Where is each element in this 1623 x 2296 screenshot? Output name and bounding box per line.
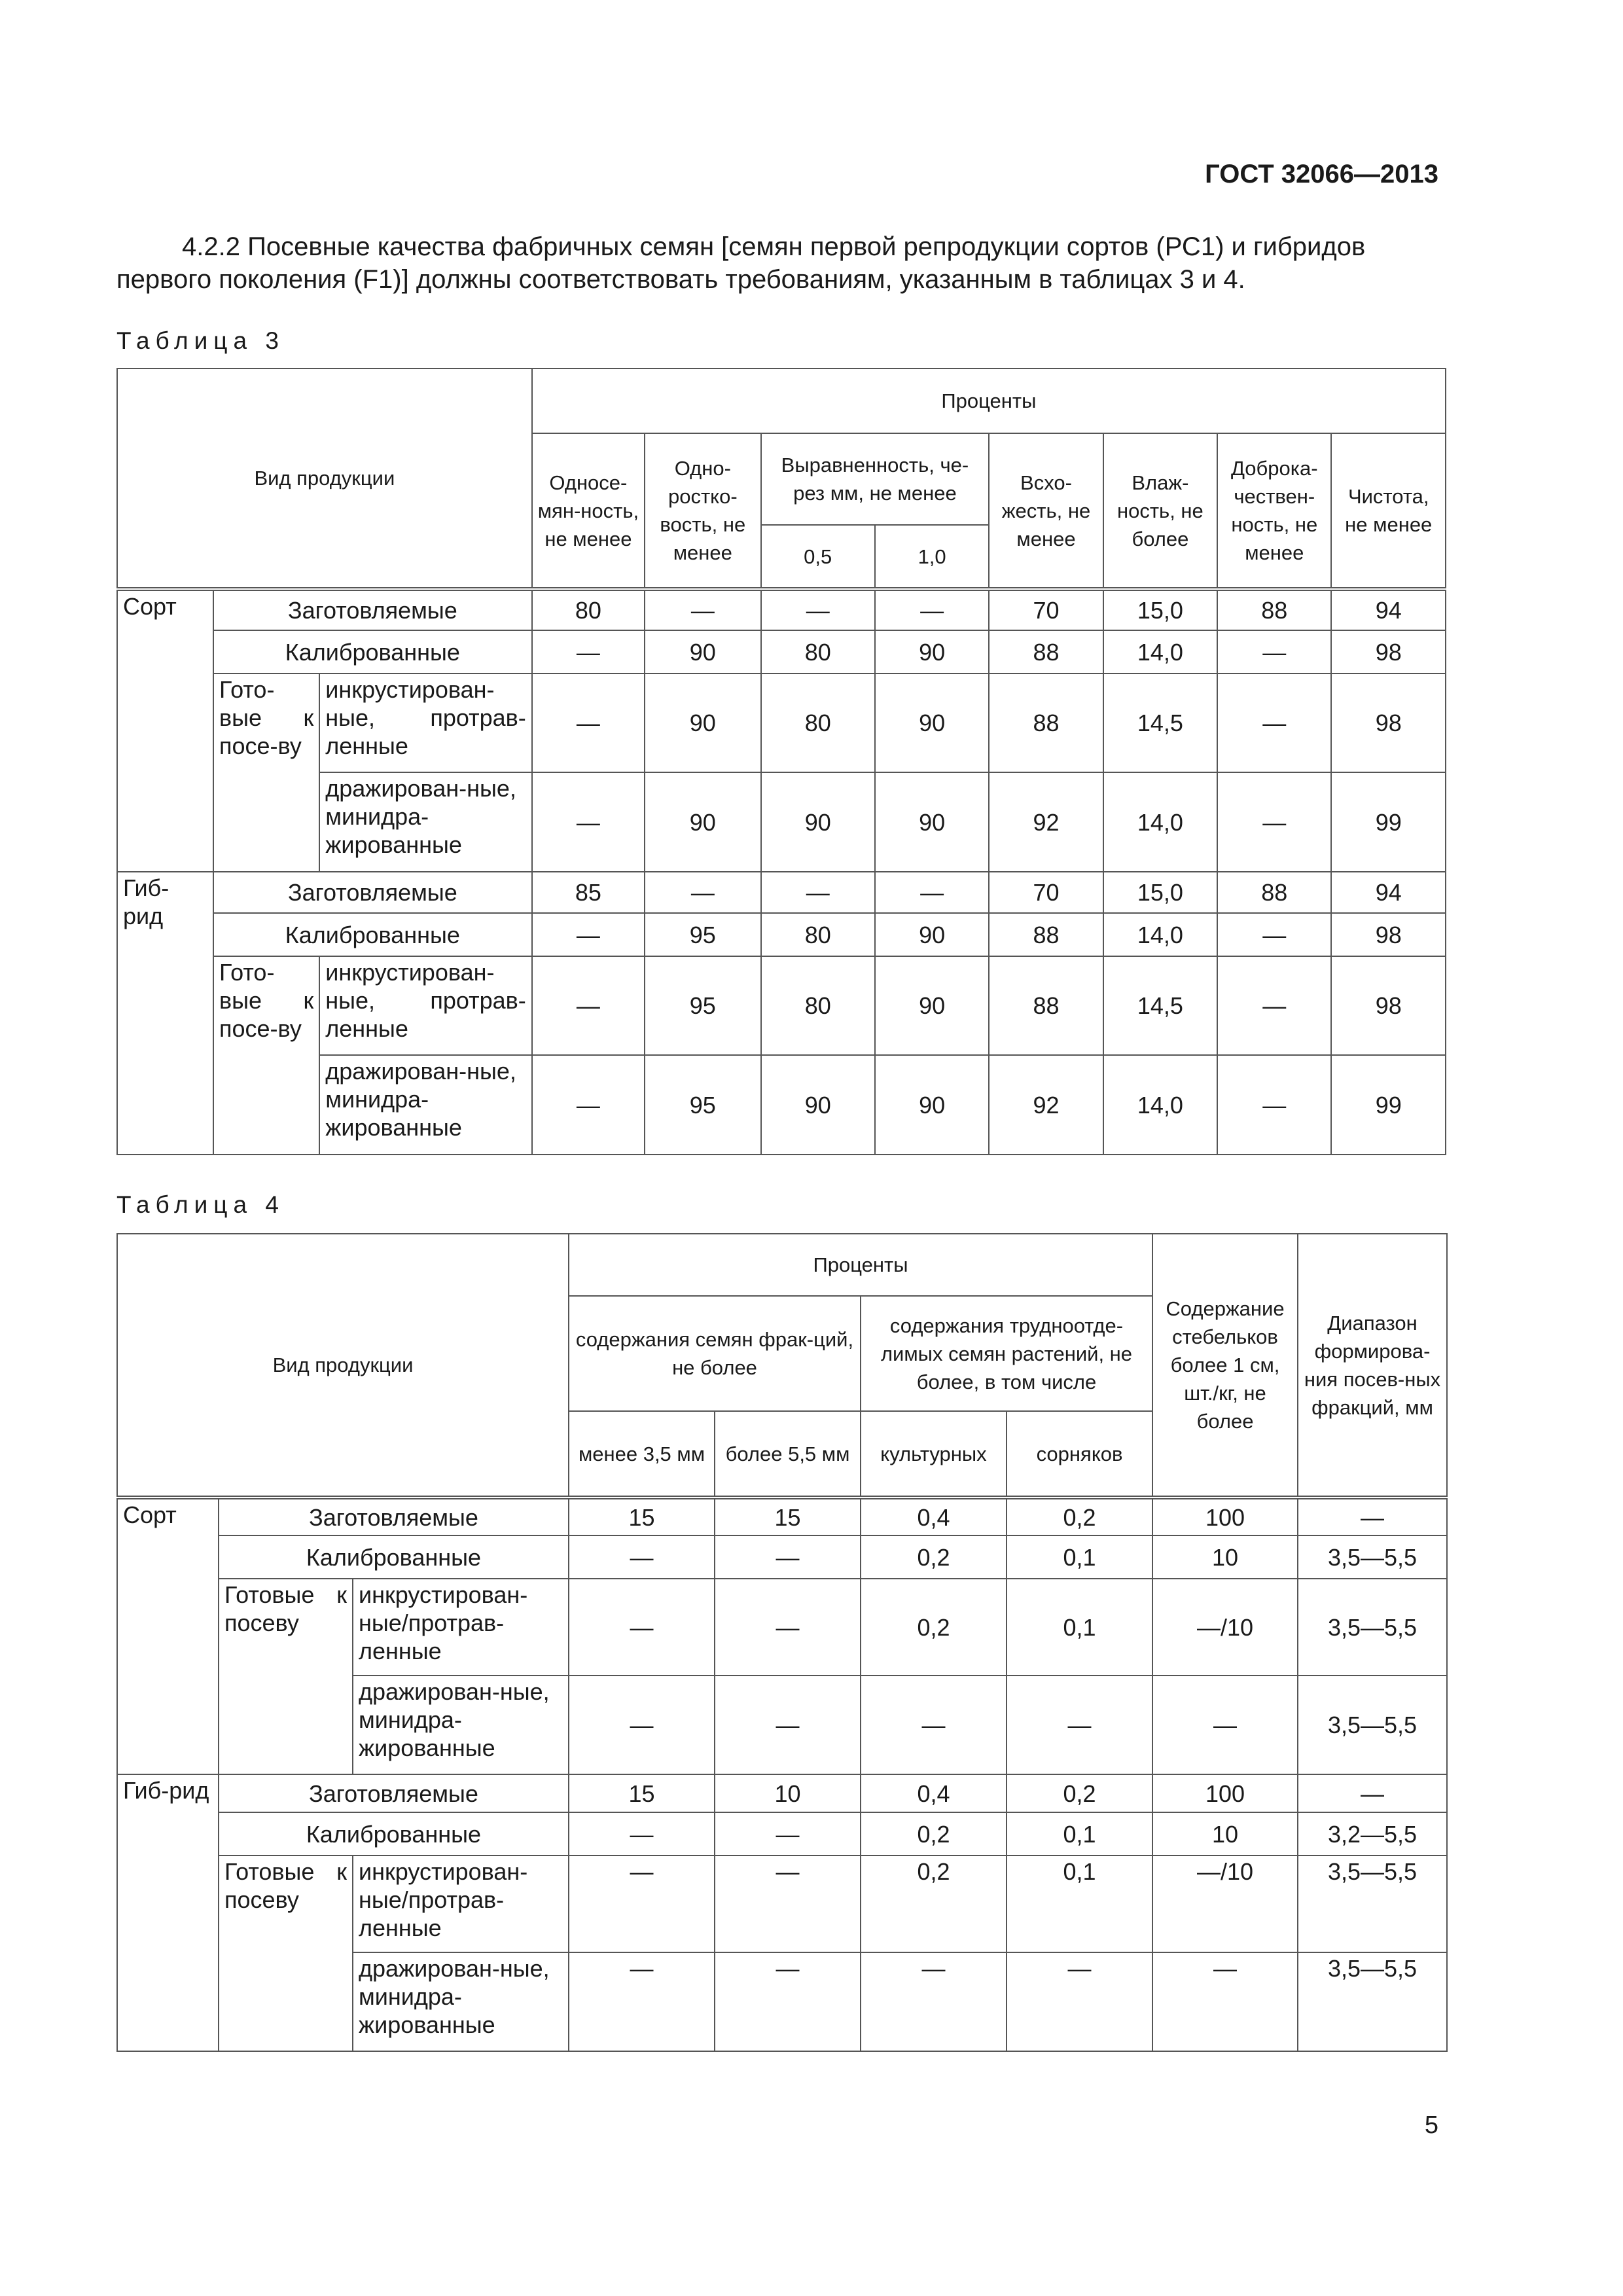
cell-value: 88 (989, 913, 1103, 956)
t3-head-c7: Чистота, не менее (1331, 433, 1446, 589)
cell-value: 14,0 (1103, 913, 1217, 956)
cell-value: 95 (645, 913, 760, 956)
row-sublabel: инкрустирован-ные, протрав-ленные (319, 673, 531, 772)
t3-head-c3: Выравненность, че-рез мм, не менее (761, 433, 990, 525)
cell-value: 3,2—5,5 (1298, 1812, 1447, 1856)
cell-value: 15 (715, 1498, 861, 1535)
cell-value: 98 (1331, 913, 1446, 956)
cell-value: 80 (532, 589, 645, 630)
cell-value: 0,2 (1007, 1774, 1152, 1812)
cell-value: 10 (715, 1774, 861, 1812)
t3-head-c3b: 1,0 (875, 525, 989, 589)
cell-value: 0,1 (1007, 1812, 1152, 1856)
cell-value: 15 (569, 1774, 715, 1812)
cell-value: — (875, 589, 989, 630)
cell-value: 92 (989, 772, 1103, 872)
table-row (117, 913, 1446, 956)
cell-value: — (715, 1952, 861, 2051)
t4-head-range: Диапазон формирова-ния посев-ных фракций, мм (1298, 1234, 1447, 1498)
cell-value: 70 (989, 872, 1103, 913)
ready-to-sow-label: Готовые к посеву (219, 1579, 353, 1774)
cell-value: 3,5—5,5 (1298, 1535, 1447, 1579)
table3 (116, 368, 1446, 1155)
cell-value: 90 (875, 956, 989, 1055)
document-code: ГОСТ 32066—2013 (1205, 160, 1438, 188)
table-row (117, 673, 1446, 772)
cell-value: 14,0 (1103, 1055, 1217, 1155)
cell-value: 90 (645, 673, 760, 772)
row-sublabel: инкрустирован-ные/протрав-ленные (353, 1579, 569, 1676)
cell-value: 90 (875, 673, 989, 772)
cell-value: 98 (1331, 673, 1446, 772)
cell-value: — (1007, 1952, 1152, 2051)
cell-value: 90 (875, 630, 989, 673)
cell-value: 14,5 (1103, 956, 1217, 1055)
row-label: Калиброванные (219, 1535, 569, 1579)
t4-head-product: Вид продукции (117, 1234, 569, 1498)
cell-value: 100 (1152, 1774, 1298, 1812)
cell-value: — (861, 1952, 1007, 2051)
table-row (117, 1856, 1447, 1952)
t4-head-percent: Проценты (569, 1234, 1152, 1296)
t3-head-c5: Влаж-ность, не более (1103, 433, 1217, 589)
cell-value: 0,1 (1007, 1579, 1152, 1676)
cell-value: — (1217, 1055, 1331, 1155)
table-row (117, 1579, 1447, 1676)
cell-value: 0,2 (861, 1856, 1007, 1952)
cell-value: — (569, 1812, 715, 1856)
cell-value: — (761, 589, 875, 630)
cell-value: — (569, 1579, 715, 1676)
cell-value: — (645, 589, 760, 630)
t4-head-cultural: культурных (861, 1411, 1007, 1498)
cell-value: 88 (989, 956, 1103, 1055)
cell-value: 90 (875, 772, 989, 872)
cell-value: 80 (761, 956, 875, 1055)
table-row (117, 1774, 1447, 1812)
cell-value: 0,2 (861, 1579, 1007, 1676)
cell-value: 80 (761, 913, 875, 956)
t4-head-more: более 5,5 мм (715, 1411, 861, 1498)
cell-value: — (569, 1535, 715, 1579)
cell-value: — (1152, 1952, 1298, 2051)
cell-value: 0,1 (1007, 1856, 1152, 1952)
cell-value: 15 (569, 1498, 715, 1535)
t3-head-c2: Одно-ростко-вость, не менее (645, 433, 760, 589)
ready-to-sow-label: Готовые к посеву (219, 1856, 353, 2051)
cell-value: 14,0 (1103, 772, 1217, 872)
cell-value: 70 (989, 589, 1103, 630)
cell-value: 90 (875, 913, 989, 956)
cell-value: 3,5—5,5 (1298, 1579, 1447, 1676)
t3-head-percent: Проценты (532, 368, 1446, 433)
t4-head-weeds: сорняков (1007, 1411, 1152, 1498)
cell-value: — (715, 1856, 861, 1952)
cell-value: — (715, 1535, 861, 1579)
cell-value: — (715, 1579, 861, 1676)
cell-value: 95 (645, 956, 760, 1055)
row-label: Заготовляемые (219, 1498, 569, 1535)
cell-value: 0,2 (861, 1535, 1007, 1579)
cell-value: 85 (532, 872, 645, 913)
cell-value: 90 (645, 630, 760, 673)
cell-value: — (1217, 956, 1331, 1055)
intro-paragraph: 4.2.2 Посевные качества фабричных семян [семян первой репродукции сортов (РС1) и гибридов первого поколения (F1)] должны соответствовать требованиям, указанным в таблицах 3 и 4. (116, 232, 1366, 294)
cell-value: 0,2 (1007, 1498, 1152, 1535)
cell-value: 99 (1331, 1055, 1446, 1155)
table-row (117, 630, 1446, 673)
table-row (117, 872, 1446, 913)
cell-value: 0,4 (861, 1498, 1007, 1535)
table3-caption: Таблица 3 (116, 327, 285, 354)
cell-value: — (1217, 913, 1331, 956)
row-sublabel: инкрустирован-ные/протрав-ленные (353, 1856, 569, 1952)
cell-value: 88 (1217, 589, 1331, 630)
cell-value: 0,4 (861, 1774, 1007, 1812)
cell-value: 90 (761, 1055, 875, 1155)
row-sublabel: дражирован-ные, минидра-жированные (319, 772, 531, 872)
cell-value: 15,0 (1103, 872, 1217, 913)
row-label: Заготовляемые (213, 589, 532, 630)
table-row (117, 1812, 1447, 1856)
row-label: Заготовляемые (213, 872, 532, 913)
table-row (117, 1535, 1447, 1579)
cell-value: 3,5—5,5 (1298, 1676, 1447, 1774)
cell-value: — (1152, 1676, 1298, 1774)
group-name: Гиб-рид (117, 872, 213, 1155)
cell-value: — (1217, 630, 1331, 673)
cell-value: 90 (645, 772, 760, 872)
cell-value: 3,5—5,5 (1298, 1952, 1447, 2051)
cell-value: 80 (761, 673, 875, 772)
table-row (117, 589, 1446, 630)
cell-value: — (569, 1952, 715, 2051)
t4-head-stems: Содержание стебельков более 1 см, шт./кг, не более (1152, 1234, 1298, 1498)
cell-value: 90 (875, 1055, 989, 1155)
table4 (116, 1233, 1448, 2052)
row-label: Калиброванные (213, 913, 532, 956)
cell-value: — (532, 913, 645, 956)
cell-value: 0,1 (1007, 1535, 1152, 1579)
group-name: Сорт (117, 589, 213, 872)
cell-value: 94 (1331, 872, 1446, 913)
page-number: 5 (1424, 2111, 1438, 2139)
cell-value: 15,0 (1103, 589, 1217, 630)
cell-value: — (569, 1676, 715, 1774)
t4-head-less: менее 3,5 мм (569, 1411, 715, 1498)
cell-value: —/10 (1152, 1579, 1298, 1676)
table4-caption: Таблица 4 (116, 1191, 285, 1218)
cell-value: 92 (989, 1055, 1103, 1155)
row-sublabel: дражирован-ные, минидра-жированные (353, 1952, 569, 2051)
cell-value: — (715, 1812, 861, 1856)
t3-head-c6: Доброка-чествен-ность, не менее (1217, 433, 1331, 589)
row-sublabel: инкрустирован-ные, протрав-ленные (319, 956, 531, 1055)
ready-to-sow-label: Гото-вые к посе-ву (213, 956, 319, 1155)
group-name: Сорт (117, 1498, 219, 1774)
cell-value: 100 (1152, 1498, 1298, 1535)
t3-head-product: Вид продукции (117, 368, 532, 589)
cell-value: 88 (1217, 872, 1331, 913)
cell-value: — (532, 673, 645, 772)
cell-value: 98 (1331, 630, 1446, 673)
cell-value: 99 (1331, 772, 1446, 872)
cell-value: — (715, 1676, 861, 1774)
cell-value: — (645, 872, 760, 913)
cell-value: — (1298, 1774, 1447, 1812)
cell-value: — (1217, 772, 1331, 872)
cell-value: 14,0 (1103, 630, 1217, 673)
cell-value: — (532, 956, 645, 1055)
cell-value: — (532, 772, 645, 872)
cell-value: 14,5 (1103, 673, 1217, 772)
cell-value: 10 (1152, 1812, 1298, 1856)
row-sublabel: дражирован-ные, минидра-жированные (353, 1676, 569, 1774)
row-label: Заготовляемые (219, 1774, 569, 1812)
cell-value: — (1217, 673, 1331, 772)
cell-value: 94 (1331, 589, 1446, 630)
t3-head-c3a: 0,5 (761, 525, 875, 589)
cell-value: 10 (1152, 1535, 1298, 1579)
cell-value: — (1007, 1676, 1152, 1774)
cell-value: 90 (761, 772, 875, 872)
ready-to-sow-label: Гото-вые к посе-ву (213, 673, 319, 872)
cell-value: — (532, 1055, 645, 1155)
table-row (117, 956, 1446, 1055)
cell-value: 3,5—5,5 (1298, 1856, 1447, 1952)
cell-value: — (875, 872, 989, 913)
t3-head-c4: Всхо-жесть, не менее (989, 433, 1103, 589)
cell-value: — (532, 630, 645, 673)
row-label: Калиброванные (219, 1812, 569, 1856)
t4-head-hard-seeds: содержания трудноотде-лимых семян растений, не более, в том числе (861, 1296, 1152, 1411)
t3-head-c1: Односе-мян-ность, не менее (532, 433, 645, 589)
cell-value: 88 (989, 630, 1103, 673)
cell-value: — (861, 1676, 1007, 1774)
group-name: Гиб-рид (117, 1774, 219, 2051)
cell-value: 0,2 (861, 1812, 1007, 1856)
cell-value: 98 (1331, 956, 1446, 1055)
t4-head-fractions: содержания семян фрак-ций, не более (569, 1296, 861, 1411)
cell-value: — (1298, 1498, 1447, 1535)
cell-value: 80 (761, 630, 875, 673)
cell-value: 95 (645, 1055, 760, 1155)
cell-value: — (761, 872, 875, 913)
row-label: Калиброванные (213, 630, 532, 673)
cell-value: — (569, 1856, 715, 1952)
cell-value: —/10 (1152, 1856, 1298, 1952)
cell-value: 88 (989, 673, 1103, 772)
table-row (117, 1498, 1447, 1535)
row-sublabel: дражирован-ные, минидра-жированные (319, 1055, 531, 1155)
